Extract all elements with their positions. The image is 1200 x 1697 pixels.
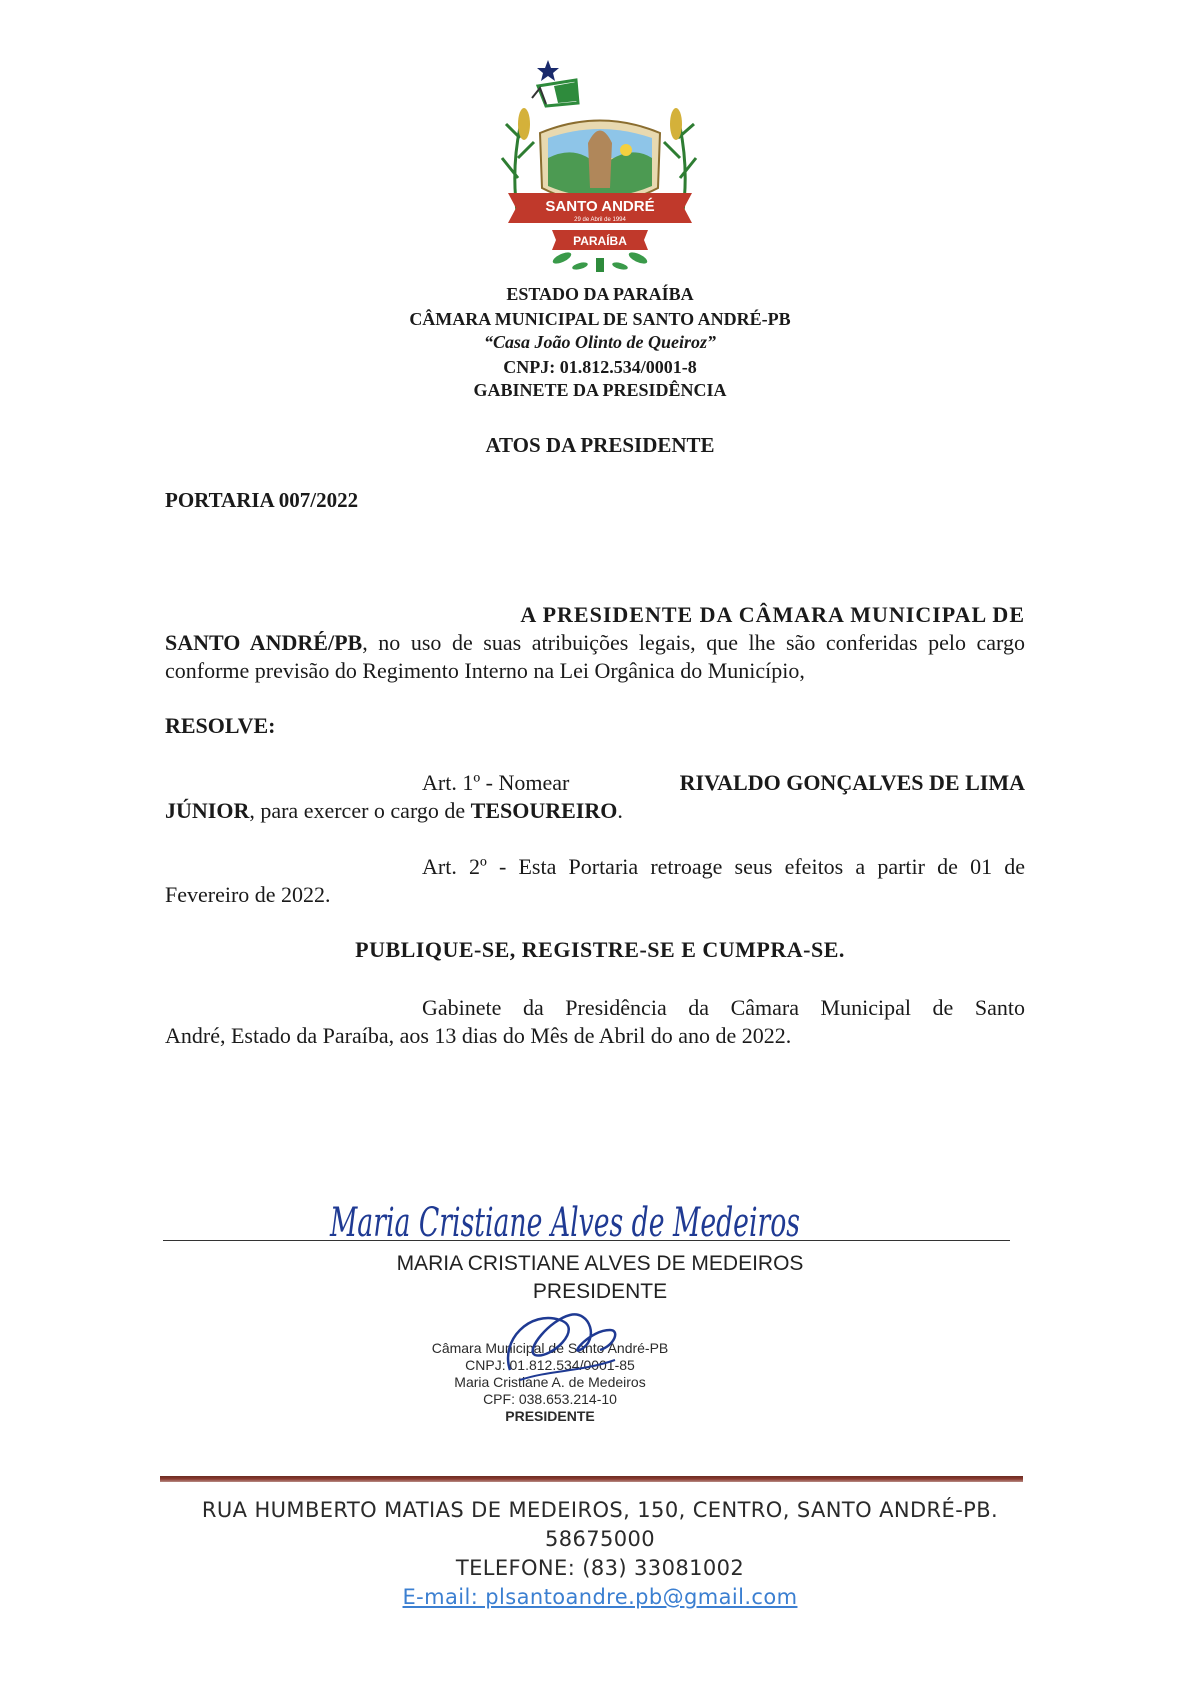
art1-line-1 bbox=[422, 769, 1025, 797]
crest-banner-bottom: PARAÍBA bbox=[573, 234, 627, 248]
header-cnpj: CNPJ: 01.812.534/0001-8 bbox=[503, 357, 697, 377]
crest-banner-date: 29 de Abril de 1994 bbox=[574, 217, 626, 223]
handwritten-signature-text: Maria Cristiane Alves de Medeiros bbox=[329, 1200, 800, 1246]
art1-name-2: JÚNIOR bbox=[165, 798, 250, 823]
closing-line-2: André, Estado da Paraíba, aos 13 dias do Mês de Abril do ano de 2022. bbox=[165, 1023, 792, 1048]
footer-email-link[interactable]: E-mail: plsantoandre.pb@gmail.com bbox=[402, 1585, 798, 1609]
resolve-label: RESOLVE: bbox=[165, 713, 276, 738]
header-state: ESTADO DA PARAÍBA bbox=[506, 284, 694, 304]
signer-role: PRESIDENTE bbox=[532, 1280, 668, 1303]
art1-role: TESOUREIRO bbox=[470, 798, 618, 823]
footer-address: RUA HUMBERTO MATIAS DE MEDEIROS, 150, CENTRO, SANTO ANDRÉ-PB. bbox=[201, 1498, 999, 1522]
header-chamber: CÂMARA MUNICIPAL DE SANTO ANDRÉ-PB bbox=[409, 309, 791, 329]
art1-end: . bbox=[617, 798, 623, 823]
art1-middle: , para exercer o cargo de bbox=[249, 798, 466, 823]
art1-prefix: Art. 1º - Nomear bbox=[422, 770, 570, 795]
footer-email-row bbox=[0, 1583, 1200, 1612]
section-title: ATOS DA PRESIDENTE bbox=[485, 433, 715, 457]
coat-of-arms-logo bbox=[488, 58, 712, 280]
stamp-line-3: Maria Cristiane A. de Medeiros bbox=[454, 1374, 646, 1390]
art1-line-2 bbox=[165, 797, 623, 825]
stamp-line-5: PRESIDENTE bbox=[505, 1408, 595, 1424]
header-office: GABINETE DA PRESIDÊNCIA bbox=[473, 380, 727, 400]
handwritten-signature bbox=[320, 1188, 820, 1248]
stamp-line-1: Câmara Municipal de Santo André-PB bbox=[431, 1340, 669, 1356]
footer-cep: 58675000 bbox=[544, 1527, 656, 1551]
art2-line-1: Art. 2º - Esta Portaria retroage seus efeitos a partir de 01 de bbox=[422, 854, 1025, 879]
footer-phone: TELEFONE: (83) 33081002 bbox=[455, 1556, 745, 1580]
intro-bold-2: SANTO ANDRÉ/PB bbox=[165, 630, 363, 655]
closing-line-1: Gabinete da Presidência da Câmara Municipal de Santo bbox=[422, 995, 1025, 1020]
signature-line bbox=[163, 1240, 1010, 1241]
signer-name: MARIA CRISTIANE ALVES DE MEDEIROS bbox=[396, 1252, 804, 1275]
portaria-number: PORTARIA 007/2022 bbox=[165, 488, 359, 512]
intro-rest: , no uso de suas atribuições legais, que lhe são conferidas pelo cargo conforme previsão do Regimento Interno na Lei Orgânica do Município, bbox=[165, 630, 1025, 683]
crest-banner-top: SANTO ANDRÉ bbox=[545, 198, 655, 215]
stamp-line-2: CNPJ: 01.812.534/0001-85 bbox=[465, 1357, 635, 1373]
intro-line-1 bbox=[165, 601, 1025, 629]
art1-name-1: RIVALDO GONÇALVES DE LIMA bbox=[679, 770, 1025, 795]
intro-paragraph bbox=[165, 629, 1025, 685]
intro-bold-1: A PRESIDENTE DA CÂMARA MUNICIPAL DE bbox=[520, 602, 1025, 627]
stamp-line-4: CPF: 038.653.214-10 bbox=[483, 1391, 617, 1407]
rubric-signature bbox=[490, 1300, 630, 1400]
header-house: “Casa João Olinto de Queiroz” bbox=[483, 332, 717, 352]
publish-statement: PUBLIQUE-SE, REGISTRE-SE E CUMPRA-SE. bbox=[355, 937, 845, 962]
footer-divider bbox=[160, 1476, 1023, 1482]
art2-line-2: Fevereiro de 2022. bbox=[165, 882, 331, 907]
